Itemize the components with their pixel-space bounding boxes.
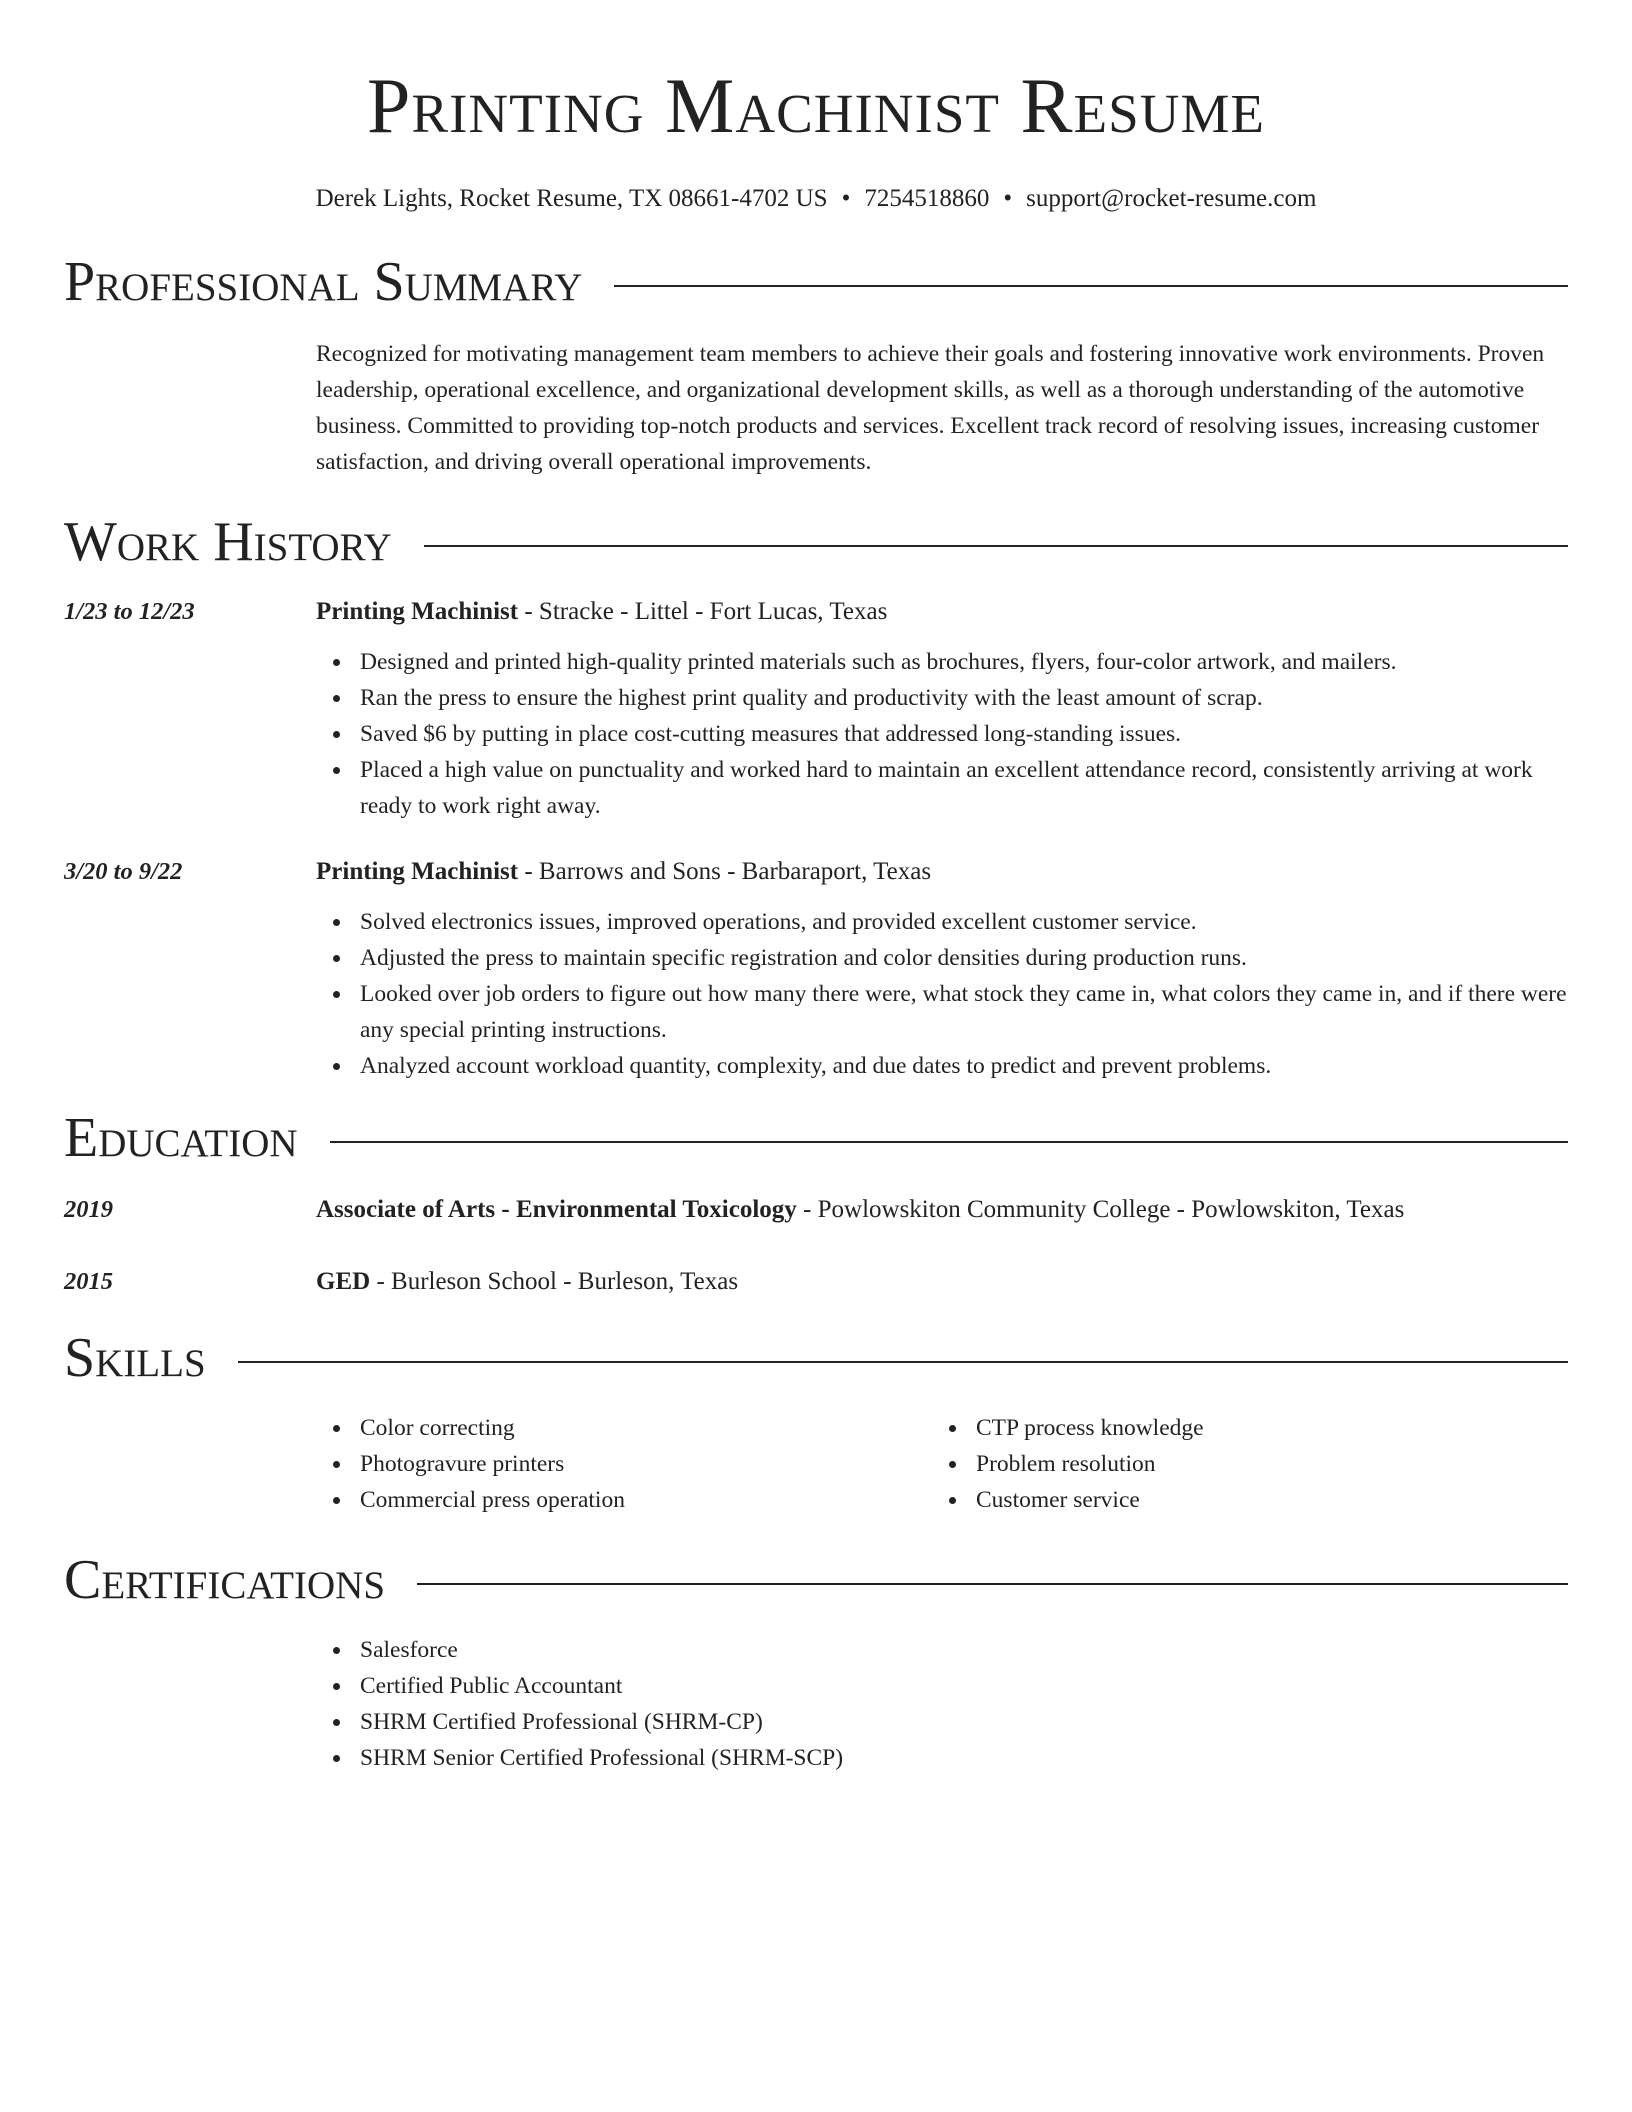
contact-address: Derek Lights, Rocket Resume, TX 08661-4702 US [315, 185, 828, 212]
job-title: Printing Machinist [316, 598, 519, 625]
list-item: Placed a high value on punctuality and worked hard to maintain an excellent attendance record, consistently arriving at work ready to work right away. [316, 752, 1568, 824]
education-section-header [64, 1108, 1568, 1168]
list-item: Commercial press operation [316, 1482, 932, 1518]
list-item: Ran the press to ensure the highest print quality and productivity with the least amount of scrap. [316, 680, 1568, 716]
education-degree: GED [316, 1268, 371, 1295]
list-item: Salesforce [316, 1632, 1568, 1668]
summary-section-header [64, 252, 1568, 312]
job-entry [64, 594, 1568, 824]
education-heading: Education [64, 1107, 298, 1169]
certifications-heading: Certifications [64, 1549, 386, 1611]
list-item: Photogravure printers [316, 1446, 932, 1482]
section-divider [417, 1583, 1568, 1585]
job-bullet-list [316, 644, 1568, 824]
certifications-list-wrap [316, 1632, 1568, 1776]
skills-list-right [932, 1410, 1548, 1518]
list-item: Designed and printed high-quality printed materials such as brochures, flyers, four-color artwork, and mailers. [316, 644, 1568, 680]
education-heading-line [316, 1264, 1568, 1300]
education-details: - Powlowskiton Community College - Powlowskiton, Texas [796, 1196, 1405, 1223]
job-entry [64, 854, 1568, 1084]
skills-list-left [316, 1410, 932, 1518]
contact-email: support@rocket-resume.com [1026, 185, 1317, 212]
list-item: Saved $6 by putting in place cost-cutting measures that addressed long-standing issues. [316, 716, 1568, 752]
summary-text: Recognized for motivating management team members to achieve their goals and fostering innovative work environments. Proven leadership, operational excellence, and organizational development skills, as well as a thorough understanding of the automotive business. Committed to providing top-notch products and services. Excellent track record of resolving issues, increasing customer satisfaction, and driving overall operational improvements. [316, 341, 1545, 475]
work-history-section-header [64, 512, 1568, 572]
list-item: CTP process knowledge [932, 1410, 1548, 1446]
contact-separator: • [1003, 185, 1013, 212]
education-body [316, 1192, 1568, 1228]
summary-heading: Professional Summary [64, 251, 583, 313]
work-history-heading: Work History [64, 511, 392, 573]
certifications-section-header [64, 1550, 1568, 1610]
list-item: Solved electronics issues, improved operations, and provided excellent customer service. [316, 904, 1568, 940]
list-item: Analyzed account workload quantity, complexity, and due dates to predict and prevent problems. [316, 1048, 1568, 1084]
list-item: SHRM Senior Certified Professional (SHRM-SCP) [316, 1740, 1568, 1776]
contact-line [64, 184, 1568, 214]
job-heading [316, 854, 1568, 890]
job-dates: 1/23 to 12/23 [64, 598, 195, 625]
education-details: - Burleson School - Burleson, Texas [370, 1268, 739, 1295]
list-item: Customer service [932, 1482, 1548, 1518]
job-body [316, 594, 1568, 824]
list-item: SHRM Certified Professional (SHRM-CP) [316, 1704, 1568, 1740]
job-title: Printing Machinist [316, 858, 519, 885]
section-divider [614, 285, 1568, 287]
certifications-list [316, 1632, 1568, 1776]
job-details: - Barrows and Sons - Barbaraport, Texas [518, 858, 932, 885]
list-item: Looked over job orders to figure out how many there were, what stock they came in, what colors they came in, and if there were any special printing instructions. [316, 976, 1568, 1048]
job-dates: 3/20 to 9/22 [64, 858, 183, 885]
job-bullet-list [316, 904, 1568, 1084]
skills-section-header [64, 1328, 1568, 1388]
contact-separator: • [841, 185, 851, 212]
section-divider [424, 545, 1568, 547]
list-item: Color correcting [316, 1410, 932, 1446]
education-year: 2015 [64, 1268, 113, 1295]
list-item: Certified Public Accountant [316, 1668, 1568, 1704]
education-heading-line [316, 1192, 1568, 1228]
list-item: Adjusted the press to maintain specific registration and color densities during production runs. [316, 940, 1568, 976]
education-degree: Associate of Arts - Environmental Toxicology [316, 1196, 797, 1223]
job-heading [316, 594, 1568, 630]
education-entry [64, 1264, 1568, 1300]
education-body [316, 1264, 1568, 1300]
list-item: Problem resolution [932, 1446, 1548, 1482]
skills-heading: Skills [64, 1327, 206, 1389]
job-details: - Stracke - Littel - Fort Lucas, Texas [518, 598, 888, 625]
education-year: 2019 [64, 1196, 113, 1223]
skills-grid [316, 1410, 1568, 1518]
education-entry [64, 1192, 1568, 1228]
section-divider [238, 1361, 1568, 1363]
contact-phone: 7254518860 [864, 185, 990, 212]
section-divider [330, 1141, 1568, 1143]
resume-title: Printing Machinist Resume [367, 62, 1265, 149]
job-body [316, 854, 1568, 1084]
